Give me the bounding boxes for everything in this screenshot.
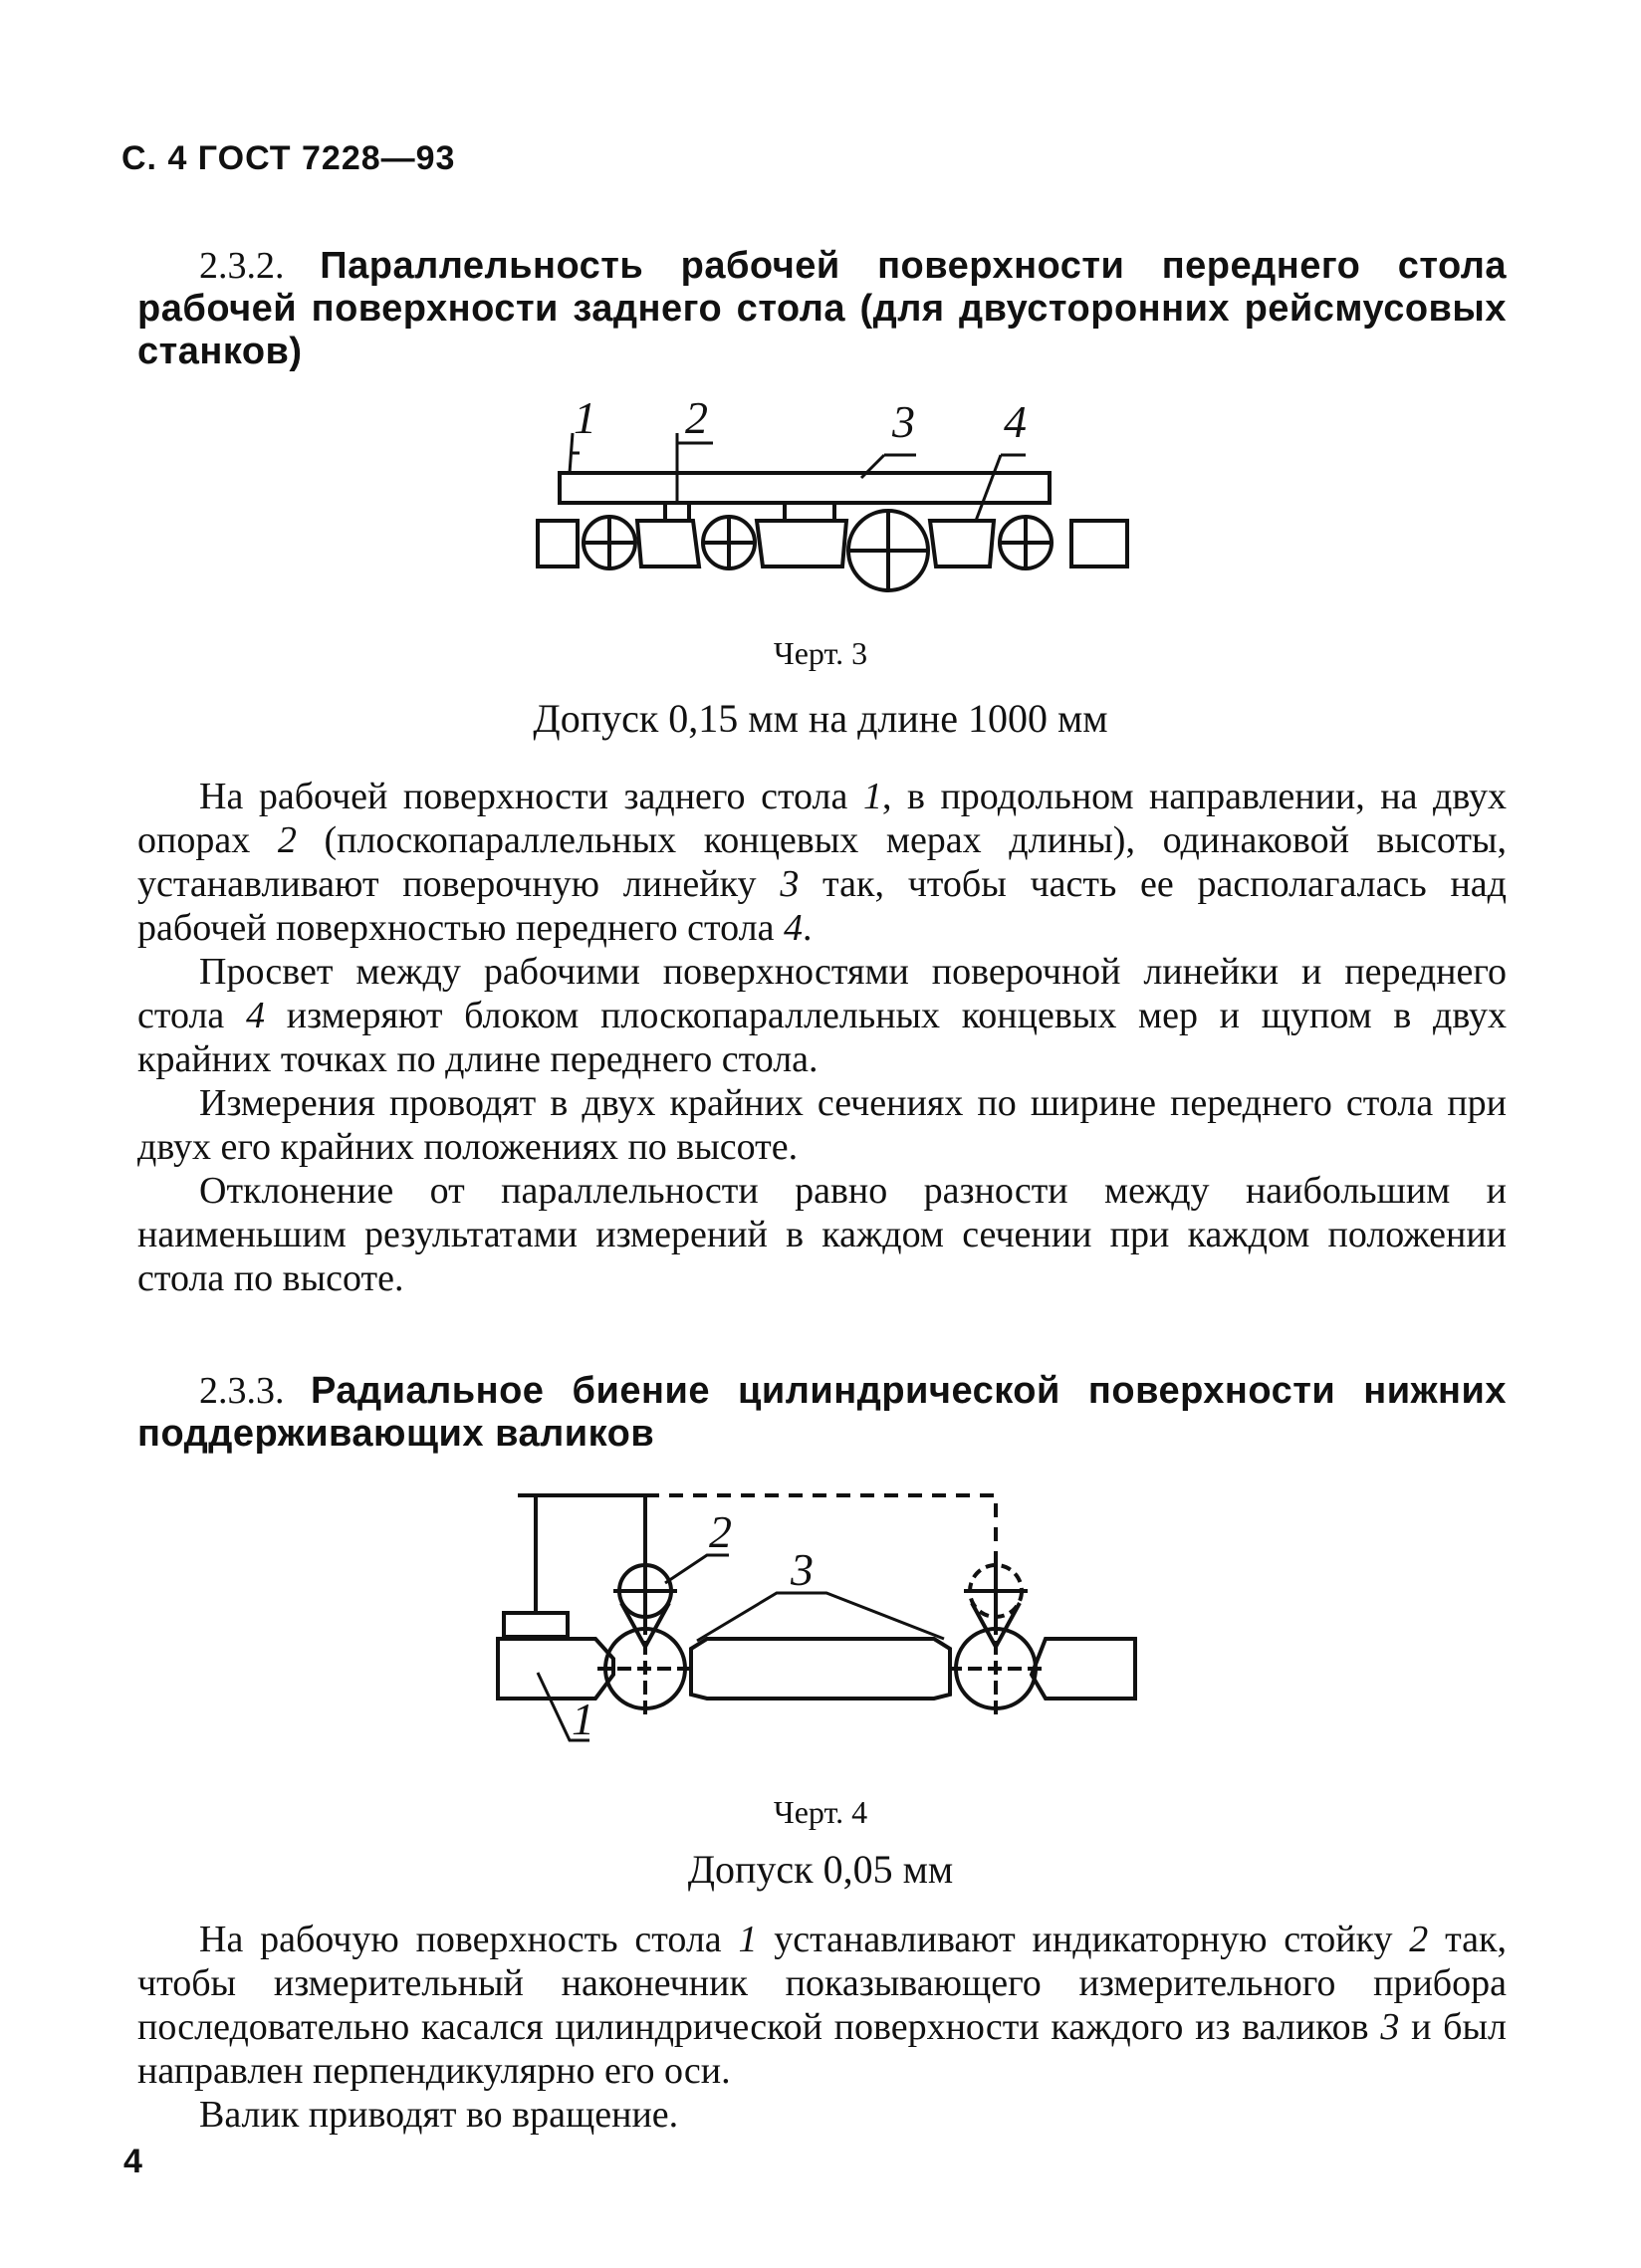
figure-4-caption: Черт. 4 <box>773 1794 868 1830</box>
item-reference: 4 <box>783 907 803 949</box>
item-reference: 2 <box>277 819 297 861</box>
paragraph: Измерения проводят в двух крайних сечениях по ширине переднего стола при двух его крайних положениях по высоте. <box>137 1082 1507 1168</box>
paragraph <box>137 775 1507 950</box>
text-run: и был направлен перпендикулярно его оси. <box>137 2006 1507 2092</box>
paragraph <box>137 1918 1507 2093</box>
figure-4-label-2: 2 <box>709 1506 732 1557</box>
table-block-left <box>538 521 578 567</box>
text-run: устанавливают индикаторную стойку <box>757 1919 1410 1960</box>
figure-3-drawing <box>518 393 1135 622</box>
page-number: 4 <box>123 2143 142 2180</box>
text-run: Просвет между рабочими поверхностями поверочной линейки и переднего стола <box>137 951 1507 1036</box>
figure-4-label-1: 1 <box>572 1694 594 1744</box>
page-header: С. 4 ГОСТ 7228—93 <box>121 139 456 177</box>
text-run: так, чтобы измерительный наконечник показывающего измерительного прибора последовательно касался цилиндрической поверхности каждого из валиков <box>137 1919 1507 2048</box>
section-title: Радиальное биение цилиндрической поверхности нижних поддерживающих валиков <box>137 1370 1507 1455</box>
table-block-right <box>1071 521 1127 567</box>
section-title: Параллельность рабочей поверхности переднего стола рабочей поверхности заднего стола (для двусторонних рейсмусовых станков) <box>137 245 1508 372</box>
text-run: , в продольном направлении, на двух опорах <box>137 776 1507 861</box>
text-run: так, чтобы часть ее располагалась над рабочей поверхностью переднего стола <box>137 863 1507 949</box>
text-run: измеряют блоком плоскопараллельных концевых мер и щупом в двух крайних точках по длине переднего стола. <box>137 995 1507 1080</box>
figure-3-label-4: 4 <box>1004 396 1027 447</box>
tolerance-2-3-2: Допуск 0,15 мм на длине 1000 мм <box>533 696 1108 741</box>
text-run: . <box>802 907 813 949</box>
table-middle <box>691 1639 950 1699</box>
table-left <box>498 1639 613 1699</box>
section-2-3-3-body <box>137 1918 1507 2137</box>
text-run: На рабочей поверхности заднего стола <box>199 776 863 817</box>
item-reference: 4 <box>246 995 266 1036</box>
stand-base <box>504 1613 568 1637</box>
tolerance-2-3-3: Допуск 0,05 мм <box>687 1847 954 1892</box>
section-heading-2-3-2 <box>137 245 1507 373</box>
figure-3-label-1: 1 <box>574 393 596 443</box>
paragraph <box>137 950 1507 1081</box>
indicator-travel-path <box>645 1495 996 1563</box>
figure-3-label-3: 3 <box>892 396 915 447</box>
straightedge-ruler <box>560 473 1050 503</box>
item-reference: 1 <box>862 776 882 817</box>
table-segment-1 <box>637 521 699 567</box>
item-reference: 3 <box>1380 2006 1400 2048</box>
section-heading-2-3-3 <box>137 1370 1507 1456</box>
table-segment-3 <box>930 521 994 567</box>
figure-3 <box>518 393 1135 622</box>
table-right <box>1032 1639 1135 1699</box>
section-2-3-2-body <box>137 775 1507 1300</box>
paragraph: Отклонение от параллельности равно разности между наибольшим и наименьшим результатами измерений в каждом сечении при каждом положении стола по высоте. <box>137 1170 1507 1299</box>
paragraph: Валик приводят во вращение. <box>199 2094 679 2136</box>
text-run: (плоскопараллельных концевых мерах длины), одинаковой высоты, устанавливают поверочную линейку <box>137 819 1507 905</box>
figure-3-label-2: 2 <box>685 393 708 443</box>
gauge-block-right <box>785 503 834 521</box>
section-number: 2.3.3. <box>199 1370 285 1412</box>
item-reference: 2 <box>1409 1919 1429 1960</box>
figure-3-caption: Черт. 3 <box>773 635 868 671</box>
section-number: 2.3.2. <box>199 245 285 287</box>
figure-4 <box>478 1474 1175 1792</box>
item-reference: 3 <box>780 863 800 905</box>
text-run: На рабочую поверхность стола <box>199 1919 739 1960</box>
gauge-block-left <box>665 503 689 521</box>
figure-4-drawing <box>478 1474 1175 1792</box>
table-segment-2 <box>757 521 846 567</box>
figure-4-label-3: 3 <box>791 1544 814 1595</box>
item-reference: 1 <box>738 1919 758 1960</box>
